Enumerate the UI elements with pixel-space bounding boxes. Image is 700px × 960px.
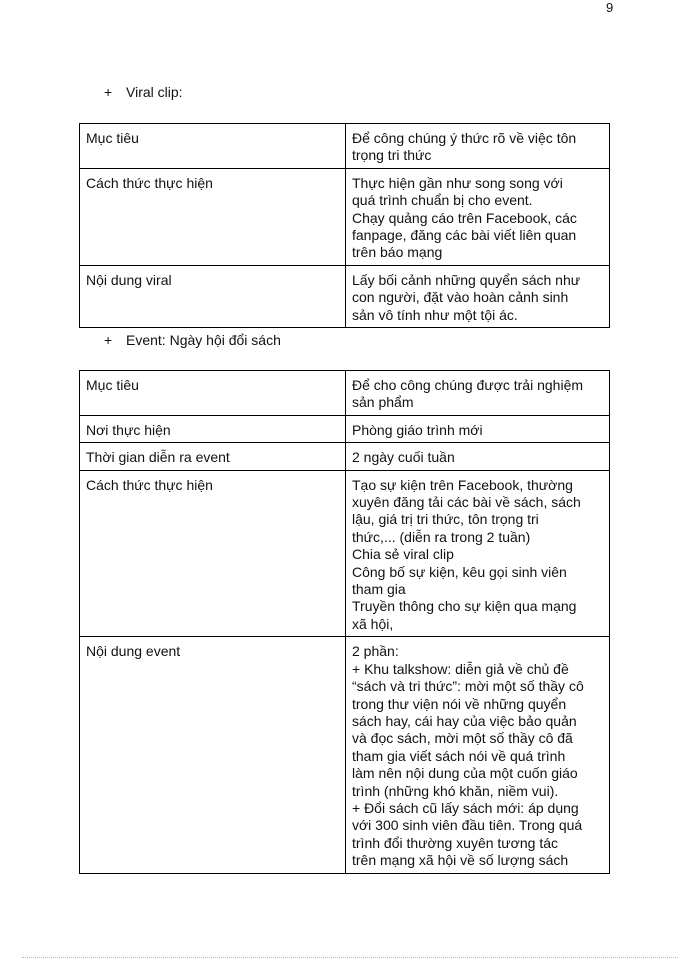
row-label: Nơi thực hiện xyxy=(80,415,346,442)
viral-clip-heading xyxy=(104,84,183,101)
row-label: Mục tiêu xyxy=(80,124,346,169)
heading-text: Viral clip: xyxy=(126,84,183,100)
table-row xyxy=(80,124,610,169)
table-row xyxy=(80,415,610,442)
row-value: Lấy bối cảnh những quyển sách như con người, đặt vào hoàn cảnh sinh sản vô tính như một tội ác. xyxy=(346,265,610,327)
table-row xyxy=(80,443,610,470)
row-value: Tạo sự kiện trên Facebook, thường xuyên đăng tải các bài về sách, sách lậu, giá trị tri thức, tôn trọng tri thức,... (diễn ra trong 2 tuần) Chia sẻ viral clip Công bố sự kiện, kêu gọi sinh viên tham gia Truyền thông cho sự kiện qua mạng xã hội, xyxy=(346,470,610,637)
table-row xyxy=(80,470,610,637)
row-value: 2 ngày cuối tuần xyxy=(346,443,610,470)
row-label: Nội dung viral xyxy=(80,265,346,327)
row-value: 2 phần: + Khu talkshow: diễn giả về chủ đề “sách và tri thức”: mời một số thầy cô trong thư viện nói về những quyển sách hay, cái hay của việc bảo quản và đọc sách, mời một số thầy cô đã tham gia viết sách nói về quá trình làm nên nội dung của một cuốn giáo trình (những khó khăn, niềm vui). + Đổi sách cũ lấy sách mới: áp dụng với 300 sinh viên đầu tiên. Trong quá trình đổi thường xuyên tương tác trên mạng xã hội về số lượng sách xyxy=(346,637,610,873)
row-label: Thời gian diễn ra event xyxy=(80,443,346,470)
row-value: Để công chúng ý thức rõ về việc tôn trọng tri thức xyxy=(346,124,610,169)
row-label: Nội dung event xyxy=(80,637,346,873)
table-row xyxy=(80,637,610,873)
event-heading xyxy=(104,332,281,349)
row-label: Mục tiêu xyxy=(80,371,346,416)
page-number: 9 xyxy=(606,0,614,15)
page-footer-divider xyxy=(22,957,678,958)
viral-clip-table xyxy=(79,123,610,328)
row-label: Cách thức thực hiện xyxy=(80,168,346,265)
bullet-mark: + xyxy=(104,84,113,100)
heading-text: Event: Ngày hội đổi sách xyxy=(126,332,281,348)
table-row xyxy=(80,371,610,416)
row-value: Để cho công chúng được trải nghiệm sản phẩm xyxy=(346,371,610,416)
row-value: Phòng giáo trình mới xyxy=(346,415,610,442)
table-row xyxy=(80,168,610,265)
table-row xyxy=(80,265,610,327)
event-table xyxy=(79,370,610,874)
bullet-mark: + xyxy=(104,332,113,348)
row-value: Thực hiện gần như song song với quá trình chuẩn bị cho event. Chạy quảng cáo trên Facebook, các fanpage, đăng các bài viết liên quan trên báo mạng xyxy=(346,168,610,265)
row-label: Cách thức thực hiện xyxy=(80,470,346,637)
